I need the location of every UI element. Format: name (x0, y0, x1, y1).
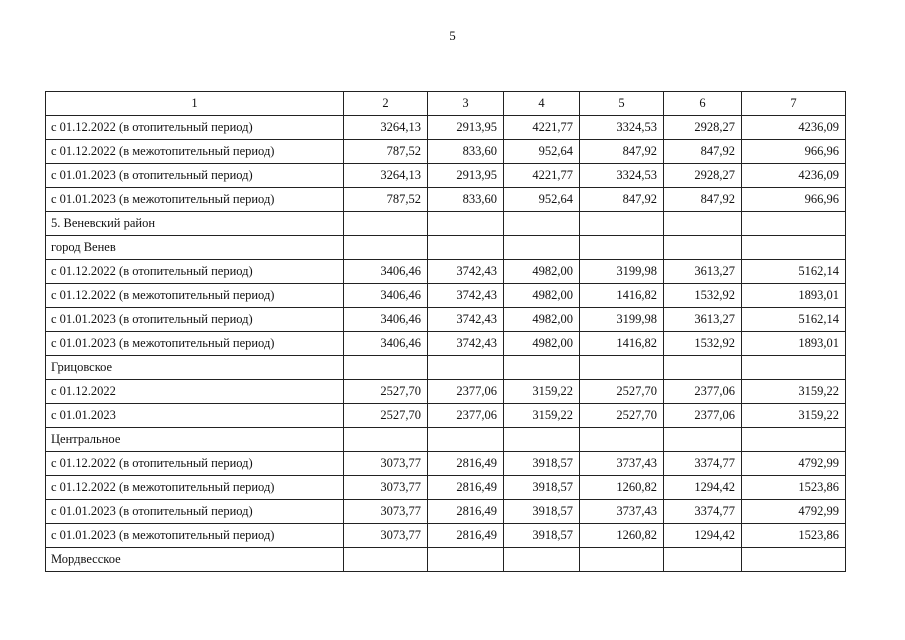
table-cell: 4982,00 (504, 284, 580, 308)
table-cell: 1294,42 (664, 524, 742, 548)
table-row (46, 116, 846, 140)
table-cell: 3073,77 (344, 500, 428, 524)
table-row (46, 476, 846, 500)
table-cell: 1523,86 (742, 524, 846, 548)
table-cell: 3737,43 (580, 500, 664, 524)
table-cell: 1260,82 (580, 524, 664, 548)
column-header: 5 (580, 92, 664, 116)
row-label: с 01.12.2022 (в отопительный период) (46, 116, 344, 140)
table-cell: 1260,82 (580, 476, 664, 500)
tariff-table-body (46, 92, 846, 572)
table-cell: 2527,70 (344, 380, 428, 404)
table-cell: 833,60 (428, 140, 504, 164)
table-cell (664, 356, 742, 380)
table-row (46, 188, 846, 212)
page-number: 5 (449, 28, 456, 43)
table-cell (580, 236, 664, 260)
table-cell: 3613,27 (664, 308, 742, 332)
table-cell: 4221,77 (504, 164, 580, 188)
table-cell (664, 212, 742, 236)
table-cell: 787,52 (344, 140, 428, 164)
table-cell: 2816,49 (428, 476, 504, 500)
table-cell (742, 212, 846, 236)
table-cell: 847,92 (664, 188, 742, 212)
table-cell: 3742,43 (428, 332, 504, 356)
table-cell: 4982,00 (504, 308, 580, 332)
table-cell: 1416,82 (580, 332, 664, 356)
table-cell: 3406,46 (344, 308, 428, 332)
table-cell (742, 356, 846, 380)
row-label: Мордвесское (46, 548, 344, 572)
table-cell: 2527,70 (580, 380, 664, 404)
table-cell: 3159,22 (504, 404, 580, 428)
column-header: 3 (428, 92, 504, 116)
row-label: с 01.12.2022 (в межотопительный период) (46, 476, 344, 500)
table-row (46, 140, 846, 164)
table-cell: 3918,57 (504, 500, 580, 524)
table-cell: 3324,53 (580, 164, 664, 188)
table-row (46, 404, 846, 428)
row-label: с 01.01.2023 (в отопительный период) (46, 164, 344, 188)
table-cell: 4792,99 (742, 452, 846, 476)
table-cell (344, 236, 428, 260)
row-label: с 01.01.2023 (в межотопительный период) (46, 332, 344, 356)
table-cell (428, 548, 504, 572)
table-cell: 3159,22 (742, 380, 846, 404)
row-label: с 01.01.2023 (в межотопительный период) (46, 524, 344, 548)
row-label: с 01.01.2023 (в межотопительный период) (46, 188, 344, 212)
row-label: Центральное (46, 428, 344, 452)
table-cell: 3324,53 (580, 116, 664, 140)
table-cell (344, 548, 428, 572)
table-cell (580, 356, 664, 380)
table-cell: 3742,43 (428, 284, 504, 308)
table-cell (664, 548, 742, 572)
column-number-row (46, 92, 846, 116)
row-label: город Венев (46, 236, 344, 260)
table-cell: 4236,09 (742, 164, 846, 188)
table-cell (344, 212, 428, 236)
table-cell (504, 212, 580, 236)
table-cell: 3406,46 (344, 332, 428, 356)
table-cell (664, 236, 742, 260)
table-cell: 3199,98 (580, 308, 664, 332)
table-cell: 952,64 (504, 188, 580, 212)
table-row (46, 164, 846, 188)
table-cell: 966,96 (742, 140, 846, 164)
table-cell (504, 428, 580, 452)
table-cell: 847,92 (580, 140, 664, 164)
row-label: с 01.12.2022 (в межотопительный период) (46, 284, 344, 308)
table-cell: 1893,01 (742, 284, 846, 308)
table-row (46, 500, 846, 524)
table-cell (428, 236, 504, 260)
table-cell: 1532,92 (664, 284, 742, 308)
table-row (46, 428, 846, 452)
table-cell (504, 356, 580, 380)
table-cell: 2928,27 (664, 116, 742, 140)
row-label: с 01.12.2022 (в межотопительный период) (46, 140, 344, 164)
table-cell: 1523,86 (742, 476, 846, 500)
table-cell: 833,60 (428, 188, 504, 212)
table-cell: 5162,14 (742, 308, 846, 332)
table-cell (504, 548, 580, 572)
table-cell (664, 428, 742, 452)
table-row (46, 308, 846, 332)
table-cell: 5162,14 (742, 260, 846, 284)
table-cell: 3918,57 (504, 452, 580, 476)
table-cell: 1532,92 (664, 332, 742, 356)
table-cell: 3406,46 (344, 284, 428, 308)
table-cell (742, 548, 846, 572)
table-cell (742, 236, 846, 260)
row-label: с 01.01.2023 (в отопительный период) (46, 308, 344, 332)
table-cell: 3073,77 (344, 476, 428, 500)
table-cell: 3613,27 (664, 260, 742, 284)
table-cell: 3406,46 (344, 260, 428, 284)
table-cell: 3159,22 (742, 404, 846, 428)
table-cell: 2527,70 (580, 404, 664, 428)
table-cell (580, 212, 664, 236)
table-cell (580, 548, 664, 572)
table-cell: 1893,01 (742, 332, 846, 356)
table-cell: 3374,77 (664, 500, 742, 524)
row-label: с 01.12.2022 (в отопительный период) (46, 452, 344, 476)
table-cell: 4982,00 (504, 260, 580, 284)
row-label: с 01.12.2022 (в отопительный период) (46, 260, 344, 284)
table-cell: 3264,13 (344, 116, 428, 140)
table-cell: 1416,82 (580, 284, 664, 308)
table-row (46, 332, 846, 356)
table-row (46, 212, 846, 236)
table-row (46, 260, 846, 284)
table-cell: 3073,77 (344, 452, 428, 476)
tariff-table (45, 91, 846, 572)
table-cell: 3742,43 (428, 260, 504, 284)
table-row (46, 236, 846, 260)
table-cell: 2377,06 (664, 404, 742, 428)
table-row (46, 380, 846, 404)
column-header: 4 (504, 92, 580, 116)
row-label: 5. Веневский район (46, 212, 344, 236)
table-cell: 966,96 (742, 188, 846, 212)
table-cell: 3918,57 (504, 524, 580, 548)
table-cell: 3073,77 (344, 524, 428, 548)
table-cell (344, 428, 428, 452)
table-cell: 787,52 (344, 188, 428, 212)
table-cell: 3737,43 (580, 452, 664, 476)
row-label: Грицовское (46, 356, 344, 380)
row-label: с 01.01.2023 (46, 404, 344, 428)
table-cell: 3918,57 (504, 476, 580, 500)
table-cell (344, 356, 428, 380)
table-cell: 3199,98 (580, 260, 664, 284)
table-row (46, 548, 846, 572)
table-cell (428, 356, 504, 380)
table-cell: 4792,99 (742, 500, 846, 524)
table-cell: 3374,77 (664, 452, 742, 476)
table-cell: 2928,27 (664, 164, 742, 188)
column-header: 7 (742, 92, 846, 116)
row-label: с 01.12.2022 (46, 380, 344, 404)
table-cell: 952,64 (504, 140, 580, 164)
table-cell (742, 428, 846, 452)
table-row (46, 284, 846, 308)
table-cell: 2377,06 (428, 380, 504, 404)
table-cell: 2527,70 (344, 404, 428, 428)
table-cell: 2377,06 (664, 380, 742, 404)
table-cell: 2816,49 (428, 524, 504, 548)
table-cell: 847,92 (580, 188, 664, 212)
table-cell: 3264,13 (344, 164, 428, 188)
table-cell (428, 428, 504, 452)
table-cell: 2816,49 (428, 452, 504, 476)
table-cell: 1294,42 (664, 476, 742, 500)
table-row (46, 356, 846, 380)
table-cell: 2913,95 (428, 164, 504, 188)
row-label: с 01.01.2023 (в отопительный период) (46, 500, 344, 524)
table-cell (580, 428, 664, 452)
table-cell (428, 212, 504, 236)
table-cell: 3159,22 (504, 380, 580, 404)
table-cell: 847,92 (664, 140, 742, 164)
table-cell: 3742,43 (428, 308, 504, 332)
table-cell: 4982,00 (504, 332, 580, 356)
table-cell (504, 236, 580, 260)
column-header: 6 (664, 92, 742, 116)
table-cell: 4236,09 (742, 116, 846, 140)
column-header: 1 (46, 92, 344, 116)
table-cell: 4221,77 (504, 116, 580, 140)
table-cell: 2913,95 (428, 116, 504, 140)
table-cell: 2377,06 (428, 404, 504, 428)
table-cell: 2816,49 (428, 500, 504, 524)
table-row (46, 452, 846, 476)
column-header: 2 (344, 92, 428, 116)
table-row (46, 524, 846, 548)
